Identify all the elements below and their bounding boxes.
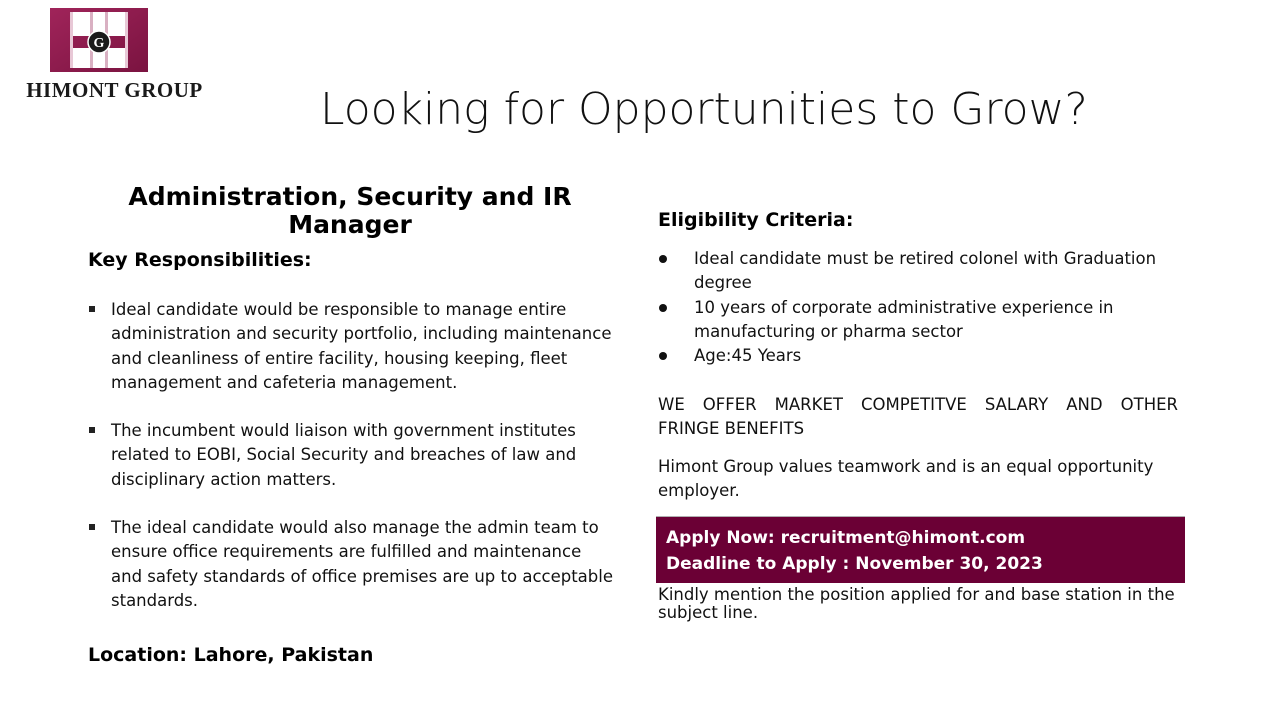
list-item: 10 years of corporate administrative experience in manufacturing or pharma sector	[658, 296, 1178, 345]
offer-statement-continued: FRINGE BENEFITS	[658, 419, 805, 438]
list-item: Ideal candidate must be retired colonel with Graduation degree	[658, 247, 1178, 296]
square-bullet-icon	[89, 306, 95, 312]
himont-h-logo-icon	[50, 8, 148, 72]
apply-deadline: Deadline to Apply : November 30, 2023	[666, 554, 1043, 574]
job-title: Administration, Security and IR Manager	[128, 182, 572, 239]
responsibilities-list	[88, 298, 616, 637]
square-bullet-icon	[89, 524, 95, 530]
himont-logo	[12, 8, 217, 108]
key-responsibilities-heading: Key Responsibilities:	[88, 249, 312, 271]
round-bullet-icon	[659, 255, 667, 263]
apply-email[interactable]: Apply Now: recruitment@himont.com	[666, 528, 1026, 548]
square-bullet-icon	[89, 427, 95, 433]
eligibility-heading: Eligibility Criteria:	[658, 209, 854, 231]
page-headline: Looking for Opportunities to Grow?	[320, 84, 1088, 135]
list-item: The ideal candidate would also manage the admin team to ensure office requirements are fulfilled and maintenance and safety standards of office premises are up to acceptable standards.	[88, 516, 616, 613]
equal-opportunity-statement: Himont Group values teamwork and is an equal opportunity employer.	[658, 457, 1154, 501]
logo-letter: G	[93, 36, 105, 51]
list-item: The incumbent would liaison with government institutes related to EOBI, Social Security and breaches of law and disciplinary action matters.	[88, 419, 616, 492]
list-item: Age:45 Years	[658, 344, 1178, 368]
round-bullet-icon	[659, 352, 667, 360]
list-item: Ideal candidate would be responsible to manage entire administration and security portfolio, including maintenance and cleanliness of entire facility, housing keeping, fleet management and cafeteria management.	[88, 298, 616, 395]
round-bullet-icon	[659, 304, 667, 312]
eligibility-list	[658, 247, 1178, 368]
apply-banner	[656, 516, 1185, 583]
job-location: Location: Lahore, Pakistan	[88, 644, 374, 666]
offer-statement: WE OFFER MARKET COMPETITVE SALARY AND OTHER	[658, 395, 1178, 414]
logo-wordmark: HIMONT GROUP	[26, 78, 203, 102]
application-instructions: Kindly mention the position applied for and base station in the subject line.	[658, 585, 1175, 622]
